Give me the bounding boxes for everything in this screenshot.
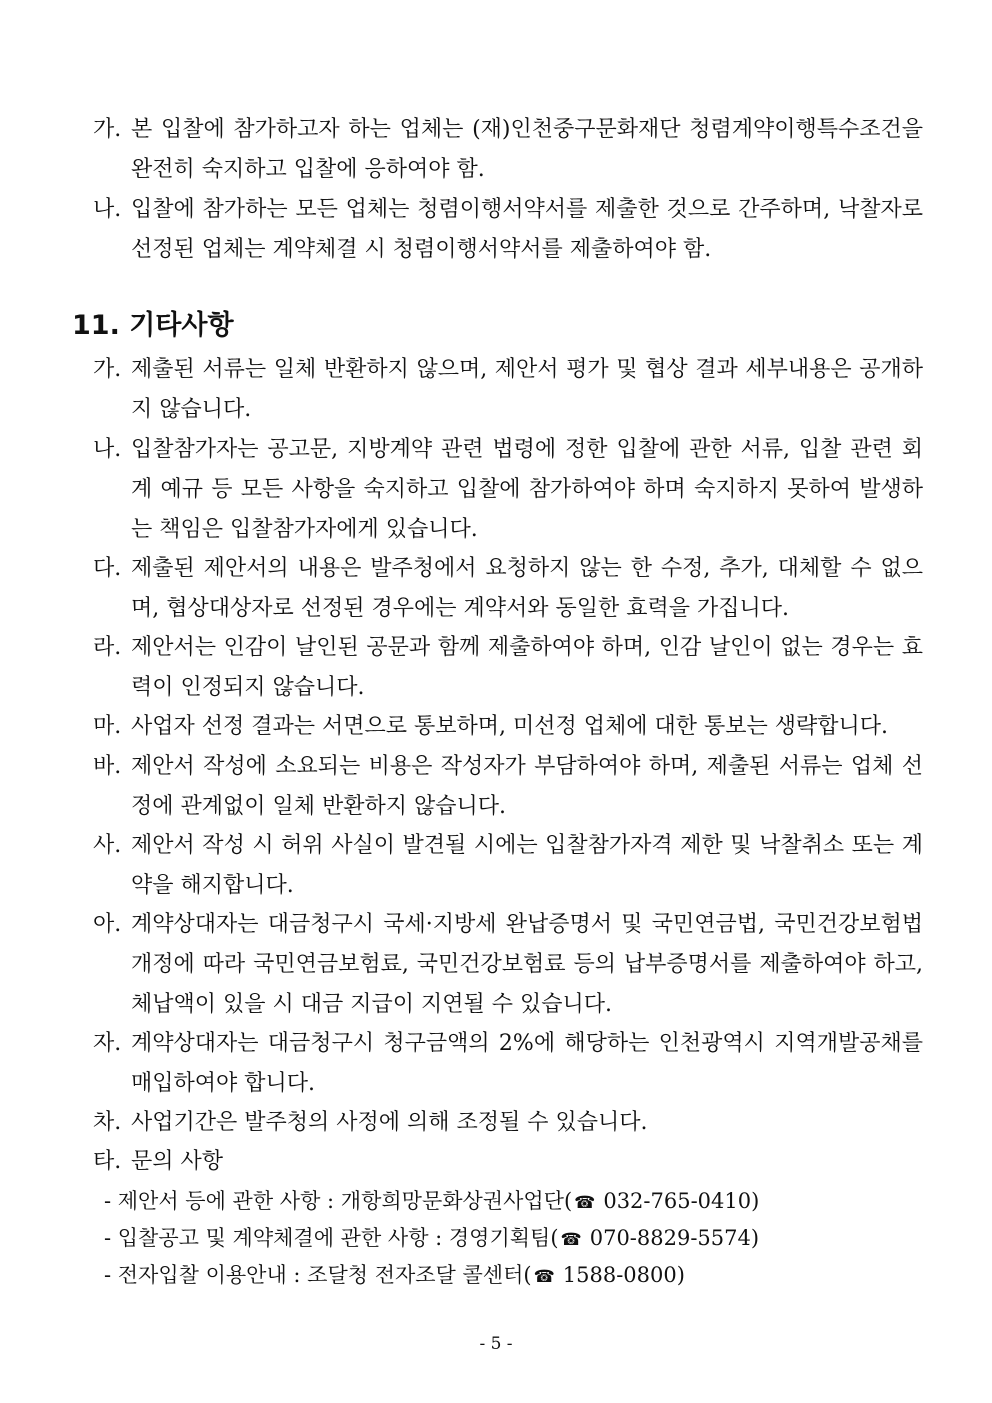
list-item — [93, 110, 923, 190]
list-item — [93, 707, 923, 747]
item-text: 제안서는 인감이 날인된 공문과 함께 제출하여야 하며, 인감 날인이 없는 경우는 효력이 인정되지 않습니다. — [131, 635, 923, 700]
list-item — [93, 1024, 923, 1104]
item-text: 제안서 작성에 소요되는 비용은 작성자가 부담하여야 하며, 제출된 서류는 업체 선정에 관계없이 일체 반환하지 않습니다. — [131, 754, 923, 819]
item-marker: 타. — [93, 1149, 122, 1174]
contact-text: - 입찰공고 및 계약체결에 관한 사항 : 경영기획팀( — [104, 1226, 559, 1250]
list-item — [93, 430, 923, 550]
list-item — [93, 1142, 923, 1182]
item-text: 본 입찰에 참가하고자 하는 업체는 (재)인천중구문화재단 청렴계약이행특수조건을 완전히 숙지하고 입찰에 응하여야 함. — [131, 117, 923, 182]
contact-text: - 전자입찰 이용안내 : 조달청 전자조달 콜센터( — [104, 1263, 532, 1287]
item-text: 제출된 서류는 일체 반환하지 않으며, 제안서 평가 및 협상 결과 세부내용은 공개하지 않습니다. — [131, 357, 923, 422]
phone-icon: ☎ — [533, 1267, 555, 1287]
list-item — [93, 1103, 923, 1143]
item-marker: 다. — [93, 556, 122, 581]
section-heading: 11. 기타사항 — [72, 310, 234, 341]
item-marker: 아. — [93, 912, 122, 937]
item-text: 계약상대자는 대금청구시 청구금액의 2%에 해당하는 인천광역시 지역개발공채를 매입하여야 합니다. — [131, 1031, 923, 1096]
page-number: - 5 - — [479, 1334, 513, 1354]
item-marker: 사. — [93, 833, 122, 858]
item-marker: 가. — [93, 117, 122, 142]
phone-icon: ☎ — [574, 1193, 596, 1213]
item-marker: 차. — [93, 1110, 122, 1135]
item-marker: 바. — [93, 754, 122, 779]
contact-text: - 제안서 등에 관한 사항 : 개항희망문화상권사업단( — [104, 1189, 573, 1213]
item-text: 제안서 작성 시 허위 사실이 발견될 시에는 입찰참가자격 제한 및 낙찰취소 또는 계약을 해지합니다. — [131, 833, 923, 898]
item-marker: 나. — [93, 197, 122, 222]
list-item — [93, 905, 923, 1025]
list-item — [93, 350, 923, 430]
item-marker: 자. — [93, 1031, 122, 1056]
phone-icon: ☎ — [560, 1230, 582, 1250]
list-item — [93, 190, 923, 270]
item-marker: 나. — [93, 437, 122, 462]
item-marker: 가. — [93, 357, 122, 382]
list-item — [93, 628, 923, 708]
list-item — [93, 747, 923, 827]
list-item — [93, 549, 923, 629]
item-text: 문의 사항 — [131, 1149, 224, 1174]
contact-line — [104, 1257, 884, 1296]
phone-number: 070-8829-5574) — [589, 1226, 760, 1250]
phone-number: 1588-0800) — [562, 1263, 685, 1287]
item-text: 사업자 선정 결과는 서면으로 통보하며, 미선정 업체에 대한 통보는 생략합니다. — [131, 714, 888, 739]
phone-number: 032-765-0410) — [603, 1189, 760, 1213]
item-text: 입찰참가자는 공고문, 지방계약 관련 법령에 정한 입찰에 관한 서류, 입찰 관련 회계 예규 등 모든 사항을 숙지하고 입찰에 참가하여야 하며 숙지하지 못하여 발생하는 책임은 입찰참가자에게 있습니다. — [131, 437, 923, 542]
contact-line — [104, 1183, 884, 1222]
contact-line — [104, 1220, 884, 1259]
list-item — [93, 826, 923, 906]
item-text: 계약상대자는 대금청구시 국세·지방세 완납증명서 및 국민연금법, 국민건강보험법 개정에 따라 국민연금보험료, 국민건강보험료 등의 납부증명서를 제출하여야 하고, 체납액이 있을 시 대금 지급이 지연될 수 있습니다. — [131, 912, 923, 1017]
item-marker: 마. — [93, 714, 122, 739]
item-text: 입찰에 참가하는 모든 업체는 청렴이행서약서를 제출한 것으로 간주하며, 낙찰자로 선정된 업체는 계약체결 시 청렴이행서약서를 제출하여야 함. — [131, 197, 923, 262]
item-marker: 라. — [93, 635, 122, 660]
item-text: 사업기간은 발주청의 사정에 의해 조정될 수 있습니다. — [131, 1110, 648, 1135]
item-text: 제출된 제안서의 내용은 발주청에서 요청하지 않는 한 수정, 추가, 대체할 수 없으며, 협상대상자로 선정된 경우에는 계약서와 동일한 효력을 가집니다. — [131, 556, 923, 621]
